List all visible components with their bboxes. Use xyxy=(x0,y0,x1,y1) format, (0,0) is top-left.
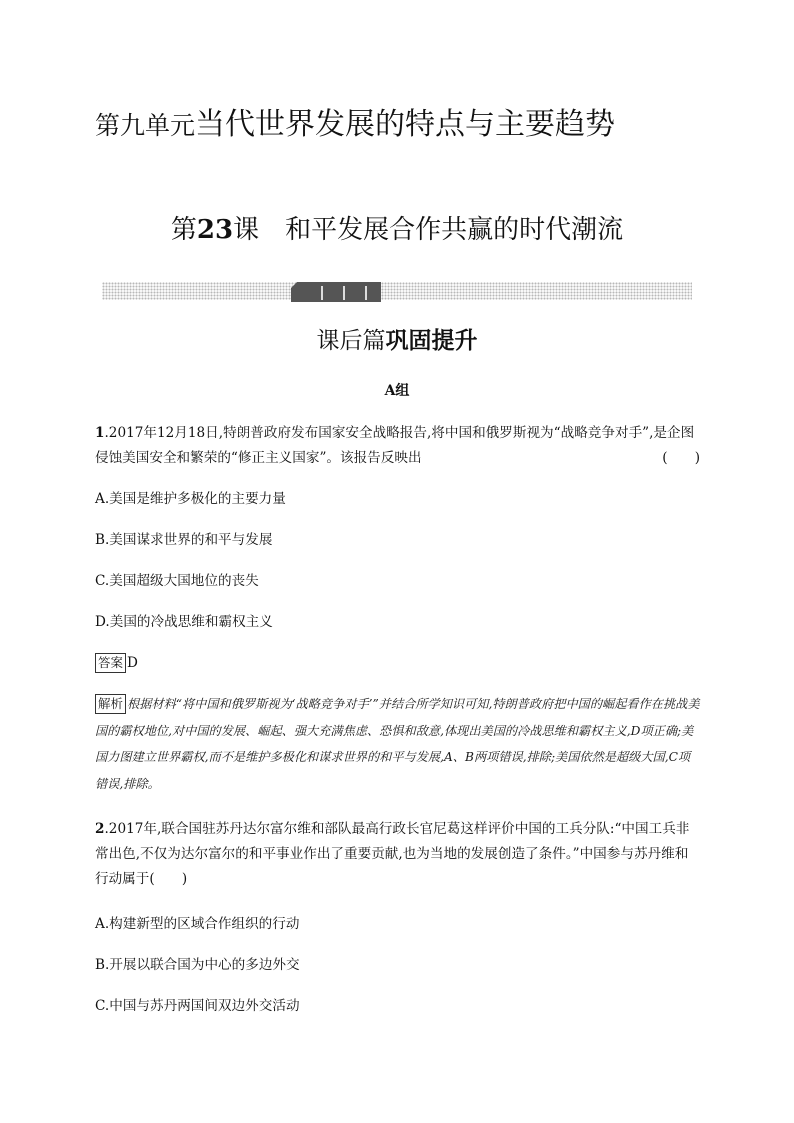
lesson-name: 和平发展合作共赢的时代潮流 xyxy=(285,215,624,245)
option-c: C.中国与苏丹两国间双边外交活动 xyxy=(95,998,300,1014)
lesson-title xyxy=(0,210,794,250)
question-stem: .2017年12月18日,特朗普政府发布国家安全战略报告,将中国和俄罗斯视为“战略竞争对手”,是企图侵蚀美国安全和繁荣的“修正主义国家”。该报告反映出 xyxy=(95,425,695,466)
unit-title xyxy=(95,102,695,148)
question-1-text xyxy=(95,421,700,471)
analysis-text: 根据材料“将中国和俄罗斯视为‘战略竞争对手’”并结合所学知识可知,特朗普政府把中国的崛起看作在挑战美国的霸权地位,对中国的发展、崛起、强大充满焦虑、恐惧和敌意,体现出美国的冷战思维和霸权主义,D项正确;美国力图建立世界霸权,而不是维护多极化和谋求世界的和平与发展,A、B两项错误,排除;美国依然是超级大国,C项错误,排除。 xyxy=(95,697,700,791)
analysis-tag: 解析 xyxy=(95,694,126,714)
option-a: A.构建新型的区域合作组织的行动 xyxy=(95,916,300,932)
answer-blank: ( ) xyxy=(662,450,700,466)
option-a: A.美国是维护多极化的主要力量 xyxy=(95,491,286,507)
lesson-number: 23 xyxy=(196,215,234,245)
lesson-suffix: 课 xyxy=(233,215,260,245)
analysis-block xyxy=(95,691,700,797)
question-number: 1 xyxy=(95,425,105,441)
answer-line xyxy=(95,652,138,674)
section-title-part1: 课后篇 xyxy=(316,328,386,354)
dotted-divider xyxy=(102,282,692,300)
section-title-part2: 巩固提升 xyxy=(385,328,478,354)
question-2-text xyxy=(95,817,700,892)
lesson-prefix: 第 xyxy=(170,215,197,245)
question-stem: .2017年,联合国驻苏丹达尔富尔维和部队最高行政长官尼葛这样评价中国的工兵分队:“中国工兵非常出色,不仅为达尔富尔的和平事业作出了重要贡献,也为当地的发展创造了条件。”中国参与苏丹维和行动属于( ) xyxy=(95,821,690,887)
answer-value: D xyxy=(127,655,138,671)
unit-name: 当代世界发展的特点与主要趋势 xyxy=(195,107,616,142)
group-title: A组 xyxy=(384,383,410,399)
divider-decoration xyxy=(291,282,381,302)
option-b: B.美国谋求世界的和平与发展 xyxy=(95,532,273,548)
section-title xyxy=(0,323,794,359)
question-number: 2 xyxy=(95,821,105,837)
option-c: C.美国超级大国地位的丧失 xyxy=(95,573,259,589)
option-b: B.开展以联合国为中心的多边外交 xyxy=(95,957,300,973)
option-d: D.美国的冷战思维和霸权主义 xyxy=(95,614,273,630)
unit-number: 第九单元 xyxy=(95,111,196,140)
answer-tag: 答案 xyxy=(95,653,126,673)
